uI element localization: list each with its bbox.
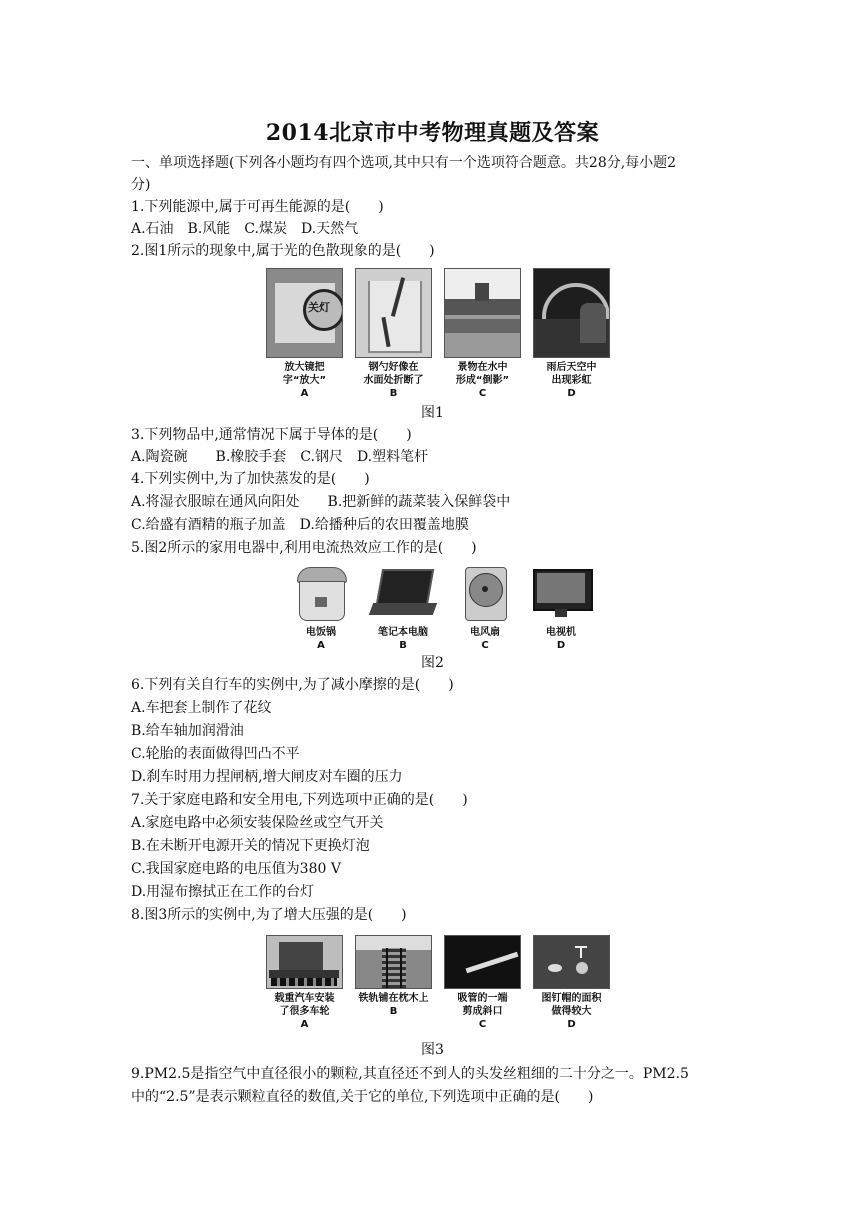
figure-2-letter-b: B: [399, 640, 407, 651]
figure-3-item-a: [267, 935, 342, 1031]
rice-cooker-image: [293, 563, 349, 623]
thumbtack-photo: [533, 935, 610, 989]
figure-3-caption-c: 吸管的一端 剪成斜口: [457, 993, 508, 1017]
figure-1-letter-a: A: [300, 388, 309, 399]
rainbow-photo: [533, 268, 610, 358]
question-9-line1: 9.PM2.5是指空气中直径很小的颗粒,其直径还不到人的头发丝粗细的二十分之一。PM2.5: [131, 1066, 689, 1082]
question-4-stem: 4.下列实例中,为了加快蒸发的是( ): [131, 471, 370, 487]
figure-1-letter-b: B: [389, 388, 398, 399]
question-2-stem: 2.图1所示的现象中,属于光的色散现象的是( ): [131, 243, 435, 259]
question-6-option-a: A.车把套上制作了花纹: [131, 700, 272, 716]
figure-3-caption-b: 铁轨铺在枕木上: [358, 993, 429, 1004]
question-7-option-d: D.用湿布擦拭正在工作的台灯: [131, 884, 315, 900]
figure-2-caption-c: 电风扇: [470, 627, 500, 638]
question-3-options: A.陶瓷碗 B.橡胶手套 C.钢尺 D.塑料笔杆: [131, 449, 429, 465]
figure-2-caption-d: 电视机: [546, 627, 576, 638]
question-9-line2: 中的“2.5”是表示颗粒直径的数值,关于它的单位,下列选项中正确的是( ): [131, 1089, 594, 1105]
section-heading-line2: 分): [131, 177, 151, 193]
question-7-option-c: C.我国家庭电路的电压值为380 V: [131, 861, 341, 877]
figure-2-label: 图2: [421, 655, 444, 671]
figure-2-item-a: [290, 563, 352, 652]
figure-1-caption-a: 放大镜把 字“放大”: [282, 362, 327, 386]
figure-2-item-d: [528, 563, 594, 652]
figure-3-item-b: [356, 935, 431, 1031]
figure-1-item-b: [355, 268, 432, 400]
figure-1-item-a: [266, 268, 343, 400]
straw-photo: [444, 935, 521, 989]
figure-3-label: 图3: [421, 1042, 444, 1058]
figure-1-label: 图1: [421, 405, 444, 421]
question-1-options: A.石油 B.风能 C.煤炭 D.天然气: [131, 221, 359, 237]
question-3-stem: 3.下列物品中,通常情况下属于导体的是( ): [131, 427, 412, 443]
figure-1-item-c: [444, 268, 521, 400]
question-7-option-b: B.在未断开电源开关的情况下更换灯泡: [131, 838, 370, 854]
figure-3-letter-a: A: [300, 1019, 309, 1030]
railway-sleepers-photo: [355, 935, 432, 989]
figure-2-item-c: [454, 563, 516, 652]
figure-2-letter-d: D: [556, 640, 566, 651]
figure-1-caption-d: 雨后天空中 出现彩虹: [546, 362, 597, 386]
figure-3-letter-d: D: [567, 1019, 576, 1030]
heavy-truck-photo: [266, 935, 343, 989]
figure-2-letter-a: A: [317, 640, 325, 651]
question-6-option-b: B.给车轴加润滑油: [131, 723, 244, 739]
figure-3-letter-c: C: [478, 1019, 487, 1030]
figure-2-caption-a: 电饭锅: [306, 627, 336, 638]
reflection-photo: [444, 268, 521, 358]
photo-sign-text: 关灯: [308, 301, 330, 314]
figure-2-letter-c: C: [481, 640, 489, 651]
figure-2-caption-b: 笔记本电脑: [378, 627, 428, 638]
television-image: [531, 563, 591, 623]
figure-2-item-b: [364, 563, 442, 652]
page-title: 2014北京市中考物理真题及答案: [265, 120, 600, 146]
electric-fan-image: [463, 563, 507, 623]
figure-1-item-d: [533, 268, 610, 400]
question-4-options-2: C.给盛有酒精的瓶子加盖 D.给播种后的农田覆盖地膜: [131, 517, 469, 533]
figure-3-letter-b: B: [389, 1006, 398, 1017]
question-5-stem: 5.图2所示的家用电器中,利用电流热效应工作的是( ): [131, 540, 477, 556]
question-6-stem: 6.下列有关自行车的实例中,为了减小摩擦的是( ): [131, 677, 454, 693]
section-heading-line1: 一、单项选择题(下列各小题均有四个选项,其中只有一个选项符合题意。共28分,每小题2: [131, 155, 677, 171]
spoon-in-glass-photo: [355, 268, 432, 358]
question-6-option-c: C.轮胎的表面做得凹凸不平: [131, 746, 300, 762]
question-1-stem: 1.下列能源中,属于可再生能源的是( ): [131, 199, 384, 215]
magnifier-photo: [266, 268, 343, 358]
question-4-options-1: A.将湿衣服晾在通风向阳处 B.把新鲜的蔬菜装入保鲜袋中: [131, 494, 511, 510]
figure-1-caption-b: 钢勺好像在 水面处折断了: [363, 362, 424, 386]
question-6-option-d: D.刹车时用力捏闸柄,增大闸皮对车圈的压力: [131, 769, 403, 785]
figure-1-letter-c: C: [478, 388, 487, 399]
figure-1-caption-c: 景物在水中 形成“倒影”: [455, 362, 510, 386]
question-7-stem: 7.关于家庭电路和安全用电,下列选项中正确的是( ): [131, 792, 468, 808]
question-7-option-a: A.家庭电路中必须安装保险丝或空气开关: [131, 815, 384, 831]
figure-2: [290, 563, 594, 652]
figure-3-item-d: [534, 935, 609, 1031]
figure-3: [267, 935, 609, 1031]
figure-3-item-c: [445, 935, 520, 1031]
figure-3-caption-a: 载重汽车安装 了很多车轮: [274, 993, 335, 1017]
figure-3-caption-d: 图钉帽的面积 做得较大: [541, 993, 602, 1017]
question-8-stem: 8.图3所示的实例中,为了增大压强的是( ): [131, 907, 407, 923]
laptop-image: [367, 563, 439, 623]
figure-1: [266, 268, 610, 400]
figure-1-letter-d: D: [567, 388, 576, 399]
